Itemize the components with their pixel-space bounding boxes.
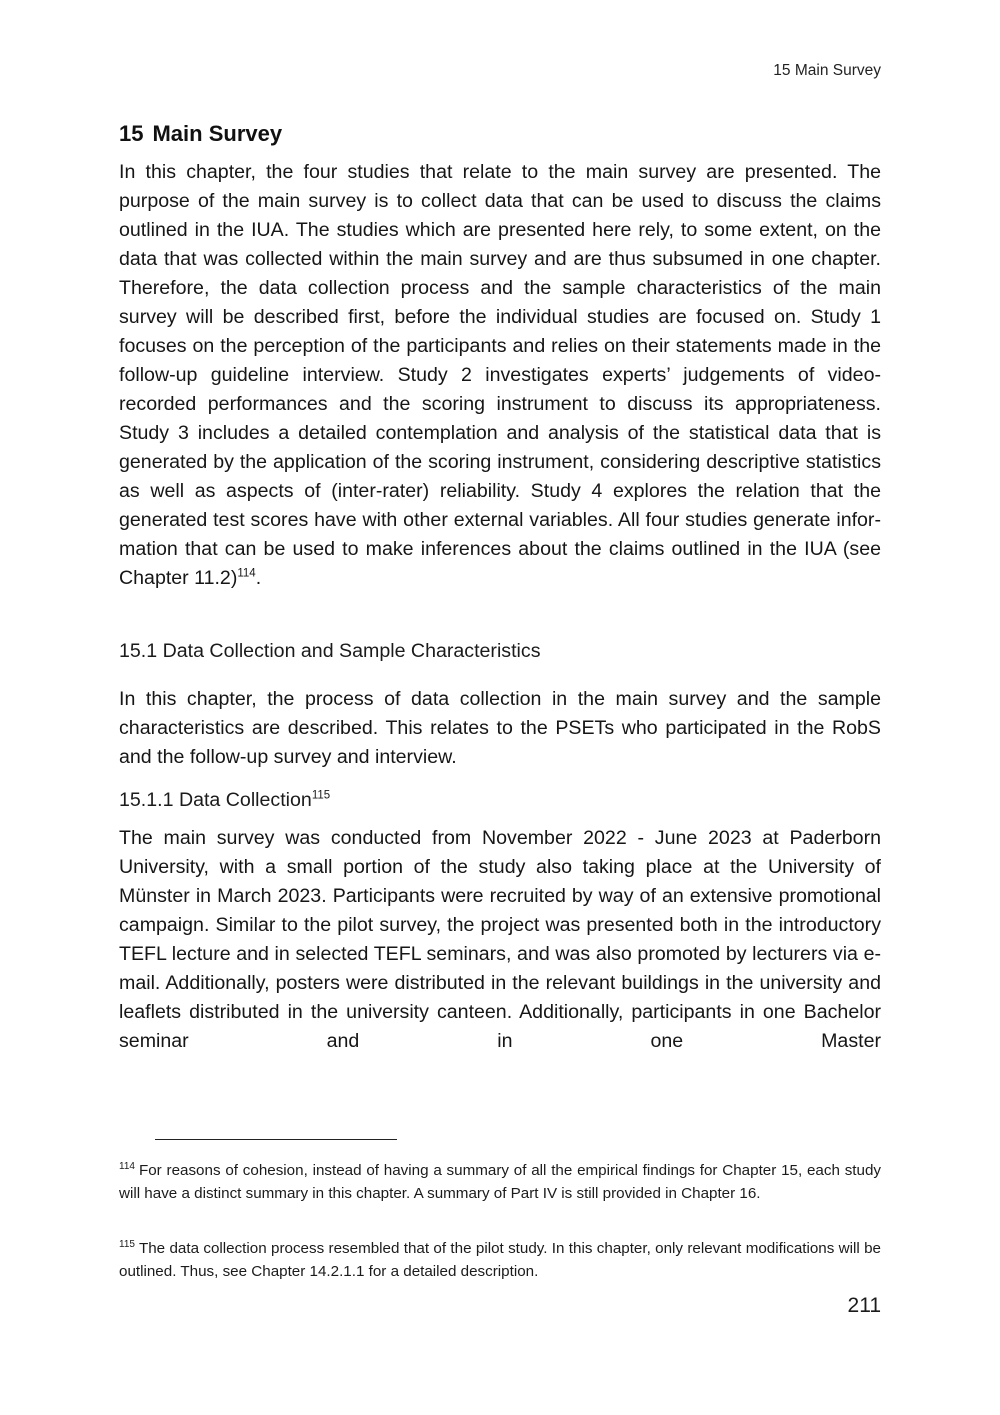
chapter-heading <box>119 121 282 147</box>
footnote-text: For reasons of cohesion, instead of having a summary of all the empirical findings for Chapter 15, each study will have a distinct summary in this chapter. A summary of Part IV is still provided in Chapter 16. <box>119 1162 881 1202</box>
chapter-title: Main Survey <box>152 121 283 146</box>
footnote-number: 115 <box>119 1238 135 1250</box>
section-number: 15.1 <box>119 640 158 662</box>
page-number: 211 <box>847 1294 881 1317</box>
book-page <box>119 0 881 1415</box>
chapter-intro-paragraph <box>119 158 881 593</box>
section-heading-15-1 <box>119 640 541 663</box>
sentence-end: . <box>255 567 262 589</box>
section-title: Data Collection and Sample Characteristics <box>162 640 541 662</box>
chapter-number: 15 <box>119 121 144 146</box>
section-heading-15-1-1 <box>119 789 330 812</box>
subsection-number: 15.1.1 <box>119 789 174 811</box>
footnote-ref-115[interactable]: 115 <box>311 789 331 802</box>
footnote-text: The data collection process resembled that of the pilot study. In this chapter, only relevant modifications will be outlined. Thus, see Chapter 14.2.1.1 for a detailed description. <box>119 1240 881 1280</box>
section-15-1-1-paragraph: The main survey was conducted from November 2022 - June 2023 at Paderborn University, with a small portion of the study also taking place at the University of Münster in March 2023. Participants were recruited by way of an extensive promotional campaign. Similar to the pilot survey, the project was presented both in the introductory TEFL lecture and in selected TEFL seminars, and was also promoted by lecturers via e-mail. Additionally, posters were distributed in the relevant buildings in the university and leaflets distributed in the university canteen. Additionally, participants in one Bachelor seminar and in one Master <box>119 827 881 1052</box>
footnote-separator <box>155 1139 397 1140</box>
footnote-ref-114[interactable]: 114 <box>237 567 256 580</box>
chapter-intro-text: In this chapter, the four studies that relate to the main survey are presented. The purpose of the main survey is to collect data that can be used to discuss the claims outlined in the IUA. The studies which are presented here rely, to some extent, on the data that was collected within the main survey and are thus subsumed in one chapter. Therefore, the data collection process and the sample characteristics of the main survey will be described first, before the individual studies are focused on. Study 1 focuses on the perception of the participants and relies on their statements made in the follow-up guideline interview. Study 2 investigates experts’ judgements of video-recorded performances and the scoring instrument to discuss its appropriateness. Study 3 includes a detailed contemplation and analysis of the statistical data that is generated by the application of the scoring instrument, considering descriptive statistics as well as aspects of (inter-rater) reliability. Study 4 explores the relation that the generated test scores have with other external variables. All four studies generate information that can be used to make inferences about the claims outlined in the IUA (see Chapter 11.2) <box>119 161 881 589</box>
footnote-number: 114 <box>119 1160 135 1172</box>
subsection-title: Data Collection <box>178 789 312 811</box>
footnote-115 <box>119 1237 881 1283</box>
running-header: 15 Main Survey <box>773 62 881 79</box>
section-15-1-paragraph: In this chapter, the process of data collection in the main survey and the sample characteristics are described. This relates to the PSETs who participated in the RobS and the follow-up survey and interview. <box>119 688 881 768</box>
footnote-114 <box>119 1159 881 1205</box>
